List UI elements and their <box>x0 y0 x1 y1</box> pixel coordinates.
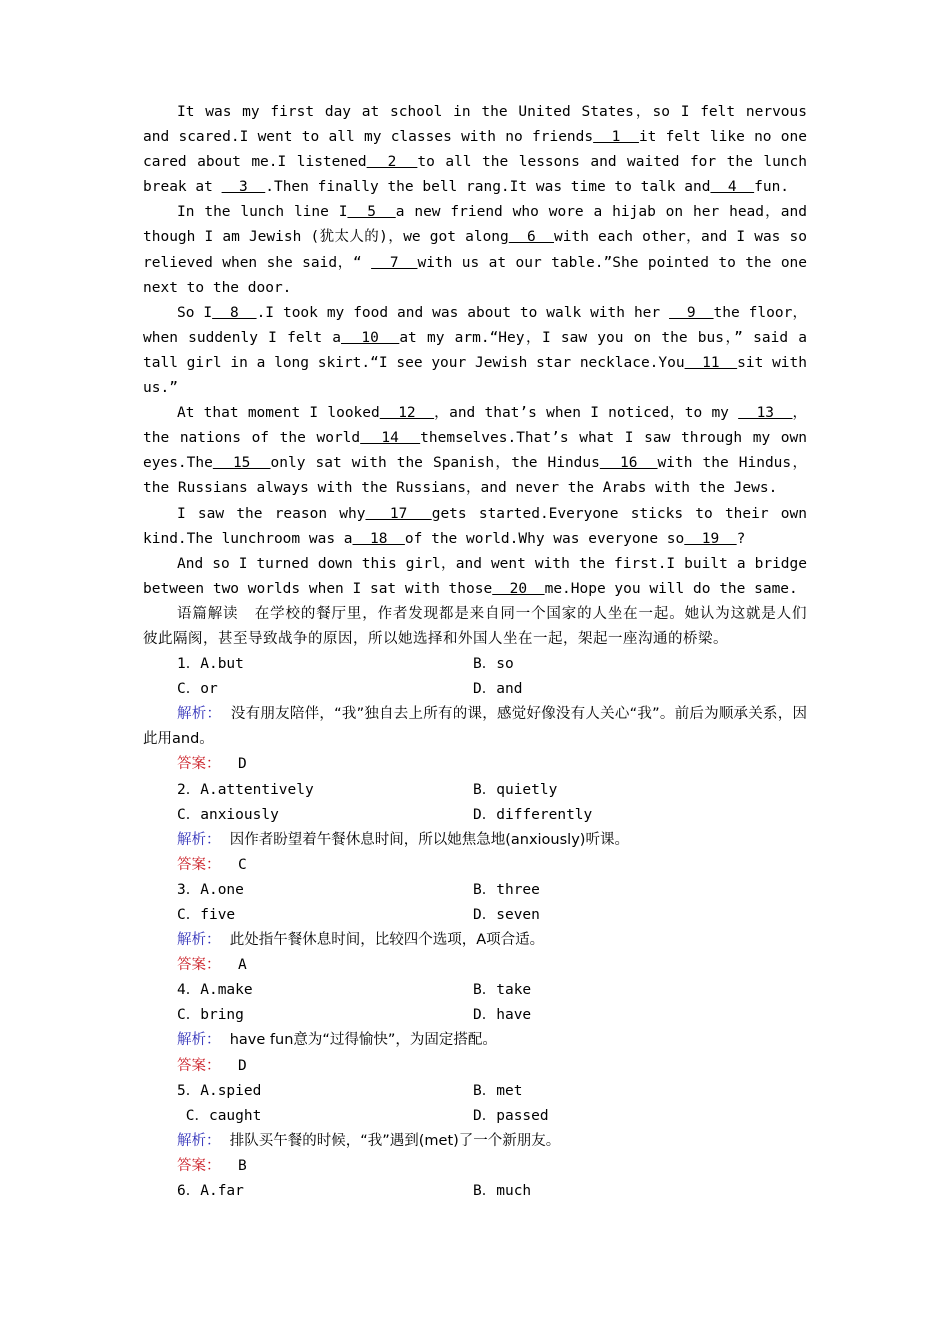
option-row <box>143 978 807 1003</box>
option-a: 1．A.but <box>177 656 244 673</box>
question-6-option-a: 6．A.far <box>177 1183 244 1200</box>
explanation-text: 排队买午餐的时候，“我”遇到(met)了一个新朋友。 <box>229 1132 561 1149</box>
option-row <box>143 1079 807 1104</box>
passage-text: In the lunch line I <box>177 204 348 221</box>
passage-text: .I took my food and was about to walk with her <box>256 304 670 321</box>
passage-text: It was my first day at school in the United States，so I felt nervous and scared.I went to all my classes with no friends <box>143 104 807 146</box>
cloze-blank: 6 <box>508 229 555 246</box>
passage-text: the floor，when suddenly I felt a <box>143 304 807 346</box>
option-a: 3．A.one <box>177 881 244 898</box>
option-b: B．so <box>473 656 514 673</box>
explanation <box>143 702 807 752</box>
answer <box>143 752 807 777</box>
passage-text: at my arm.“Hey，I saw you on the bus，” said a tall girl in a long skirt.“I see your Jewish star necklace.You <box>143 329 807 371</box>
cloze-blank: 1 <box>593 129 639 146</box>
option-d: D．have <box>473 1007 532 1024</box>
answer <box>143 1154 807 1179</box>
question-6-option-b: B．much <box>473 1183 532 1200</box>
answer-value: D <box>237 756 247 773</box>
passage-text: with us at our table.”She pointed to the one next to the door. <box>143 254 808 296</box>
passage-text: ? <box>736 530 746 547</box>
option-c: C．bring <box>177 1007 244 1024</box>
answer-label: 答案： <box>177 1157 221 1174</box>
explanation-label: 解析： <box>177 1032 221 1049</box>
question-block <box>143 652 807 777</box>
option-d: D．and <box>473 681 523 698</box>
option-row <box>143 878 807 903</box>
cloze-blank: 10 <box>341 329 400 346</box>
explanation <box>143 1129 807 1154</box>
explanation-text: have fun意为“过得愉快”，为固定搭配。 <box>229 1032 497 1049</box>
cloze-blank: 11 <box>684 354 738 371</box>
passage-paragraph <box>143 301 807 401</box>
passage-text: with the Hindus，the Russians always with the Russians，and never the Arabs with the Jews. <box>143 455 807 497</box>
question-block <box>143 1079 807 1179</box>
intro-label: 语篇解读 <box>177 605 239 622</box>
option-row <box>143 1003 807 1028</box>
passage-paragraph <box>143 552 807 602</box>
cloze-passage <box>143 100 807 602</box>
option-c: C．five <box>177 907 236 923</box>
cloze-blank: 19 <box>684 530 737 547</box>
cloze-blank: 17 <box>365 505 432 522</box>
cloze-blank: 4 <box>710 179 755 196</box>
cloze-blank: 3 <box>221 179 266 196</box>
cloze-blank: 13 <box>738 405 793 422</box>
explanation-text: 因作者盼望着午餐休息时间，所以她焦急地(anxiously)听课。 <box>229 831 629 848</box>
passage-text: And so I turned down this girl，and went with the first.I built a bridge between two worlds when I sat with those <box>143 555 807 597</box>
cloze-blank: 2 <box>366 154 418 171</box>
question-block <box>143 978 807 1078</box>
question-6-row <box>143 1179 807 1204</box>
option-a: 2．A.attentively <box>177 781 314 798</box>
question-block <box>143 778 807 878</box>
passage-paragraph <box>143 502 807 552</box>
cloze-blank: 15 <box>212 455 271 472</box>
passage-text: At that moment I looked <box>177 405 380 422</box>
answer-label: 答案： <box>177 957 221 974</box>
passage-text: to all the lessons and waited for the lunch break at <box>143 154 807 196</box>
answer <box>143 953 807 978</box>
option-d: D．seven <box>473 907 540 923</box>
passage-text: ，the nations of the world <box>143 405 807 447</box>
explanation-label: 解析： <box>177 831 221 848</box>
option-a: 4．A.make <box>177 982 253 999</box>
explanation <box>143 928 807 953</box>
answer-value: C <box>237 856 247 873</box>
explanation-text: 没有朋友陪伴，“我”独自去上所有的课，感觉好像没有人关心“我”。前后为顺承关系，因此用and。 <box>143 706 808 748</box>
cloze-blank: 12 <box>379 405 435 422</box>
passage-text: I saw the reason why <box>177 505 366 522</box>
explanation <box>143 1028 807 1053</box>
option-b: B．quietly <box>473 781 558 798</box>
passage-text: it felt like no one cared about me.I listened <box>143 129 807 171</box>
option-b: B．take <box>473 982 532 999</box>
explanation-text: 此处指午餐休息时间，比较四个选项，A项合适。 <box>229 932 545 949</box>
passage-text: of the world.Why was everyone so <box>404 530 685 547</box>
passage-text: me.Hope you will do the same. <box>544 580 798 597</box>
passage-text: .Then finally the bell rang.It was time to talk and <box>265 179 711 196</box>
cloze-blank: 16 <box>599 455 658 472</box>
passage-paragraph <box>143 200 807 300</box>
passage-text: gets started.Everyone sticks to their own kind.The lunchroom was a <box>143 505 807 547</box>
cloze-blank: 8 <box>212 304 257 321</box>
explanation-label: 解析： <box>177 1132 221 1149</box>
option-row <box>143 803 807 828</box>
option-a: 5．A.spied <box>177 1082 262 1099</box>
answer-label: 答案： <box>177 756 221 773</box>
passage-paragraph <box>143 401 807 501</box>
question-list <box>143 652 807 1179</box>
option-b: B．met <box>473 1082 523 1099</box>
answer <box>143 853 807 878</box>
answer-label: 答案： <box>177 1057 221 1074</box>
passage-text: with each other，and I was so relieved when she said，“ <box>143 229 808 271</box>
intro-text: 在学校的餐厅里，作者发现都是来自同一个国家的人坐在一起。她认为这就是人们彼此隔阂，甚至导致战争的原因，所以她选择和外国人坐在一起，架起一座沟通的桥梁。 <box>143 605 808 647</box>
question-block <box>143 878 807 978</box>
passage-paragraph <box>143 100 807 200</box>
cloze-blank: 14 <box>360 430 421 447</box>
option-c: C．or <box>177 681 218 698</box>
answer <box>143 1054 807 1079</box>
option-row <box>143 652 807 677</box>
option-c: C．caught <box>177 1107 262 1124</box>
answer-value: A <box>237 957 247 974</box>
explanation-label: 解析： <box>177 706 222 723</box>
passage-text: only sat with the Spanish，the Hindus <box>270 455 600 472</box>
passage-text: sit with us.” <box>143 354 807 397</box>
cloze-blank: 7 <box>371 254 418 271</box>
option-row <box>143 778 807 803</box>
passage-text: ，and that’s when I noticed，to my <box>434 405 739 422</box>
option-d: D．differently <box>473 806 593 823</box>
answer-value: D <box>237 1057 247 1074</box>
cloze-blank: 5 <box>347 204 396 221</box>
option-c: C．anxiously <box>177 806 279 823</box>
passage-intro <box>143 602 807 652</box>
cloze-blank: 20 <box>492 580 545 597</box>
option-b: B．three <box>473 881 540 898</box>
explanation-label: 解析： <box>177 932 221 949</box>
option-row <box>143 677 807 702</box>
cloze-blank: 18 <box>352 530 405 547</box>
document-page <box>143 100 807 1204</box>
answer-label: 答案： <box>177 856 221 873</box>
answer-value: B <box>237 1157 247 1174</box>
option-row <box>143 1104 807 1129</box>
passage-text: fun. <box>754 179 790 196</box>
option-row <box>143 903 807 928</box>
explanation <box>143 828 807 853</box>
passage-text: themselves.That’s what I saw through my own eyes.The <box>143 430 807 472</box>
passage-text: a new friend who wore a hijab on her head，and though I am Jewish (犹太人的)，we got along <box>143 204 807 246</box>
option-d: D．passed <box>473 1107 549 1124</box>
cloze-blank: 9 <box>669 304 714 321</box>
passage-text: So I <box>177 304 213 321</box>
